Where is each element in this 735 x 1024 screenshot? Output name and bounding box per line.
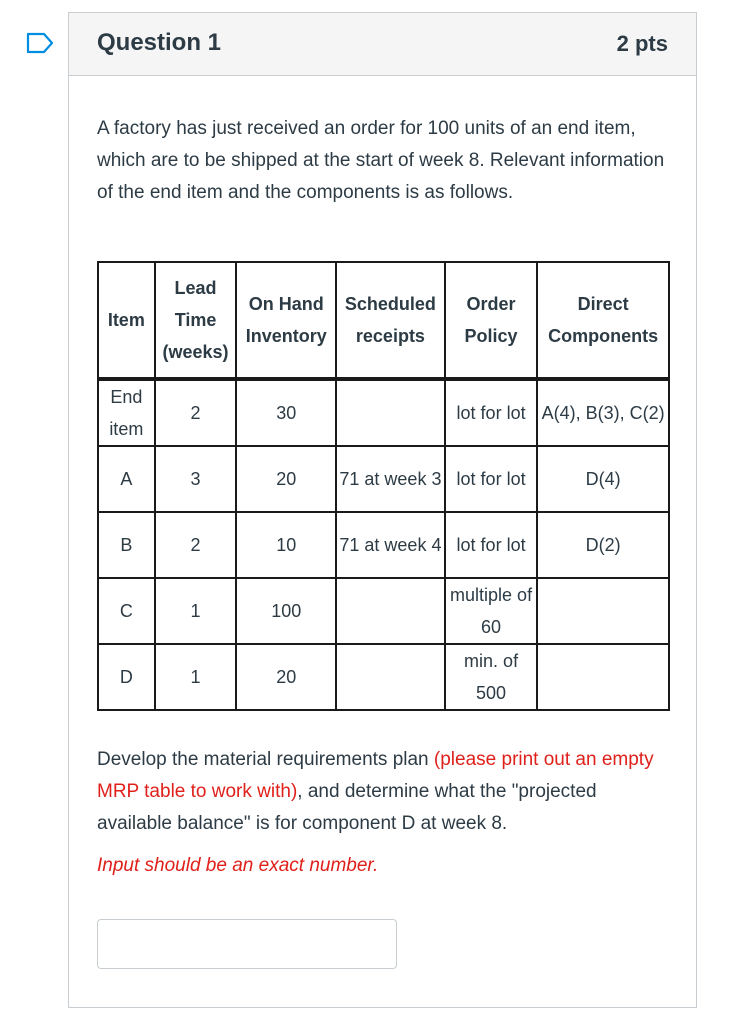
cell-lead: 2 [155, 512, 237, 578]
cell-scheduled [336, 644, 445, 710]
table-row [98, 446, 669, 512]
cell-direct: A(4), B(3), C(2) [537, 379, 669, 446]
question-title: Question 1 [97, 29, 222, 56]
cell-lead: 1 [155, 578, 237, 644]
cell-item: B [98, 512, 155, 578]
cell-scheduled [336, 379, 445, 446]
cell-scheduled [336, 578, 445, 644]
header-scheduled: Scheduled receipts [336, 262, 445, 379]
cell-on-hand: 100 [236, 578, 336, 644]
answer-input[interactable] [97, 919, 397, 969]
header-direct: Direct Components [537, 262, 669, 379]
cell-policy: min. of 500 [445, 644, 538, 710]
cell-lead: 1 [155, 644, 237, 710]
cell-direct [537, 578, 669, 644]
header-item: Item [98, 262, 155, 379]
table-row [98, 644, 669, 710]
cell-scheduled: 71 at week 3 [336, 446, 445, 512]
cell-direct [537, 644, 669, 710]
cell-lead: 2 [155, 379, 237, 446]
cell-lead: 3 [155, 446, 237, 512]
cell-policy: lot for lot [445, 446, 538, 512]
cell-on-hand: 30 [236, 379, 336, 446]
table-row [98, 379, 669, 446]
cell-policy: lot for lot [445, 379, 538, 446]
instructions-text [97, 744, 672, 840]
cell-on-hand: 20 [236, 644, 336, 710]
cell-on-hand: 20 [236, 446, 336, 512]
bookmark-icon[interactable] [26, 32, 54, 54]
component-table [97, 261, 670, 711]
question-points: 2 pts [616, 31, 668, 56]
instructions-red-note: (please print out an empty MRP table to work with) [97, 749, 654, 802]
question-text: A factory has just received an order for 100 units of an end item, which are to be shipped at the start of week 8. Relevant information of the end item and the components is as follows. [97, 118, 665, 203]
question-header [69, 13, 696, 76]
instructions-part1: Develop the material requirements plan [97, 749, 434, 770]
instructions-part2: , and determine what the "projected available balance" is for component D at week 8. [97, 781, 597, 834]
cell-direct: D(2) [537, 512, 669, 578]
cell-on-hand: 10 [236, 512, 336, 578]
cell-scheduled: 71 at week 4 [336, 512, 445, 578]
cell-direct: D(4) [537, 446, 669, 512]
header-lead-time: Lead Time (weeks) [155, 262, 237, 379]
cell-item: D [98, 644, 155, 710]
exact-number-note: Input should be an exact number. [97, 855, 379, 876]
table-row [98, 512, 669, 578]
cell-policy: multiple of 60 [445, 578, 538, 644]
question-card [68, 12, 697, 1008]
table-row [98, 578, 669, 644]
cell-policy: lot for lot [445, 512, 538, 578]
header-on-hand: On Hand Inventory [236, 262, 336, 379]
cell-item: End item [98, 379, 155, 446]
table-header-row [98, 262, 669, 379]
header-order-policy: Order Policy [445, 262, 538, 379]
cell-item: C [98, 578, 155, 644]
cell-item: A [98, 446, 155, 512]
